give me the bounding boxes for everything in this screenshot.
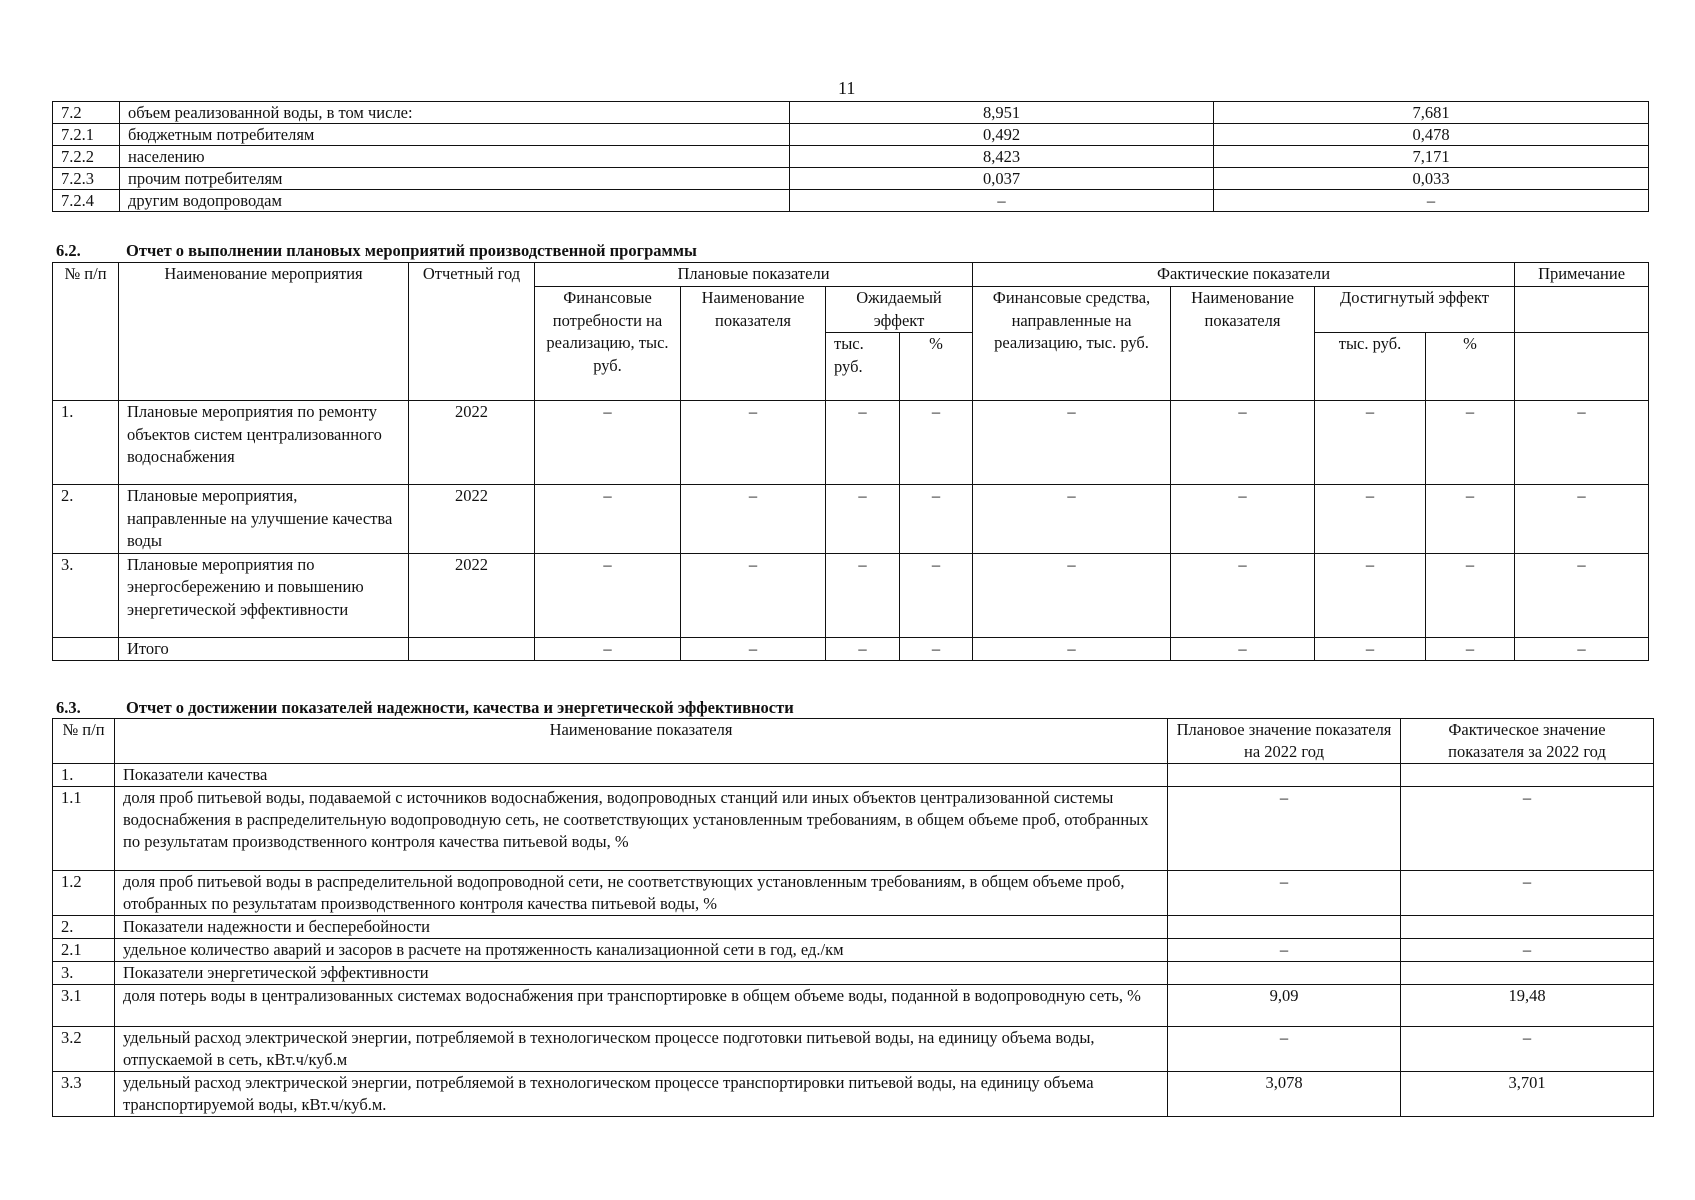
- dash-cell: –: [1426, 401, 1515, 485]
- indicator-plan: 9,09: [1168, 985, 1401, 1027]
- header-report-year: Отчетный год: [409, 263, 535, 401]
- header-num: № п/п: [53, 263, 119, 401]
- table-row: [53, 871, 1654, 916]
- indicator-name: Показатели качества: [115, 764, 1168, 787]
- indicator-number: 1.1: [53, 787, 115, 871]
- indicator-plan: [1168, 916, 1401, 939]
- table-row: [53, 787, 1654, 871]
- activity-number: 1.: [53, 401, 119, 485]
- activity-year: 2022: [409, 401, 535, 485]
- header-activity-name: Наименование мероприятия: [119, 263, 409, 401]
- table-row: [53, 962, 1654, 985]
- dash-cell: –: [1171, 553, 1315, 637]
- water-volume-table: [52, 101, 1649, 212]
- row-number: 7.2: [53, 102, 120, 124]
- dash-cell: –: [1315, 553, 1426, 637]
- total-number-empty: [53, 637, 119, 661]
- header-expected-effect: Ожидаемый эффект: [826, 287, 973, 333]
- header-achieved-pct: %: [1426, 333, 1515, 401]
- indicator-plan: –: [1168, 1027, 1401, 1072]
- row-value-1: 8,951: [790, 102, 1214, 124]
- dash-cell: –: [826, 401, 900, 485]
- dash-cell: –: [973, 553, 1171, 637]
- table-row: [53, 124, 1649, 146]
- header-note-empty-2: [1515, 333, 1649, 401]
- row-name: объем реализованной воды, в том числе:: [120, 102, 790, 124]
- table-row: [53, 401, 1649, 485]
- dash-cell: –: [1315, 401, 1426, 485]
- total-row: [53, 637, 1649, 661]
- indicator-name: Показатели энергетической эффективности: [115, 962, 1168, 985]
- row-number: 7.2.2: [53, 146, 120, 168]
- table-row: [53, 939, 1654, 962]
- dash-cell: –: [973, 485, 1171, 554]
- indicator-name: Показатели надежности и бесперебойности: [115, 916, 1168, 939]
- dash-cell: –: [1515, 485, 1649, 554]
- total-year-empty: [409, 637, 535, 661]
- section-62-number: 6.2.: [56, 241, 81, 260]
- total-label: Итого: [119, 637, 409, 661]
- dash-cell: –: [681, 401, 826, 485]
- row-number: 7.2.1: [53, 124, 120, 146]
- row-value-2: 7,681: [1214, 102, 1649, 124]
- dash-cell: –: [826, 553, 900, 637]
- table-row: [53, 764, 1654, 787]
- dash-cell: –: [900, 637, 973, 661]
- dash-cell: –: [826, 485, 900, 554]
- section-62-title: [56, 241, 697, 261]
- dash-cell: –: [681, 637, 826, 661]
- table-row: [53, 985, 1654, 1027]
- reliability-indicators-table: [52, 718, 1654, 1117]
- header-plan-finance: Финансовые потребности на реализацию, тыс. руб.: [535, 287, 681, 401]
- header-note-empty: [1515, 287, 1649, 333]
- indicator-number: 1.2: [53, 871, 115, 916]
- section-63-number: 6.3.: [56, 698, 81, 717]
- indicator-number: 2.: [53, 916, 115, 939]
- dash-cell: –: [535, 553, 681, 637]
- indicator-name: удельный расход электрической энергии, потребляемой в технологическом процессе подготовки питьевой воды, на единицу объема воды, отпускаемой в сеть, кВт.ч/куб.м: [115, 1027, 1168, 1072]
- table-row: [53, 1072, 1654, 1117]
- indicator-fact: –: [1401, 1027, 1654, 1072]
- dash-cell: –: [535, 637, 681, 661]
- row-name: бюджетным потребителям: [120, 124, 790, 146]
- section-63-title: [56, 698, 794, 718]
- dash-cell: –: [1171, 637, 1315, 661]
- indicator-fact: [1401, 962, 1654, 985]
- header-indicator-name: Наименование показателя: [115, 719, 1168, 764]
- planned-activities-table: [52, 262, 1649, 661]
- dash-cell: –: [535, 485, 681, 554]
- table-row: [53, 146, 1649, 168]
- header-fact-finance: Финансовые средства, направленные на реализацию, тыс. руб.: [973, 287, 1171, 401]
- dash-cell: –: [900, 485, 973, 554]
- indicator-plan: –: [1168, 871, 1401, 916]
- dash-cell: –: [1426, 553, 1515, 637]
- indicator-fact: 19,48: [1401, 985, 1654, 1027]
- table-row: [53, 190, 1649, 212]
- indicator-number: 3.2: [53, 1027, 115, 1072]
- indicator-number: 3.1: [53, 985, 115, 1027]
- indicator-plan: –: [1168, 787, 1401, 871]
- indicator-fact: [1401, 764, 1654, 787]
- dash-cell: –: [1515, 401, 1649, 485]
- section-62-heading: Отчет о выполнении плановых мероприятий производственной программы: [126, 241, 697, 260]
- indicator-number: 3.3: [53, 1072, 115, 1117]
- header-plan-indicators: Плановые показатели: [535, 263, 973, 287]
- activity-number: 2.: [53, 485, 119, 554]
- dash-cell: –: [826, 637, 900, 661]
- header-fact-indicator-name: Наименование показателя: [1171, 287, 1315, 401]
- indicator-fact: –: [1401, 939, 1654, 962]
- row-value-1: 0,492: [790, 124, 1214, 146]
- table-row: [53, 485, 1649, 554]
- dash-cell: –: [1315, 485, 1426, 554]
- row-value-2: 0,033: [1214, 168, 1649, 190]
- row-number: 7.2.3: [53, 168, 120, 190]
- indicator-fact: –: [1401, 787, 1654, 871]
- header-fact-value: Фактическое значение показателя за 2022 год: [1401, 719, 1654, 764]
- row-value-1: 8,423: [790, 146, 1214, 168]
- page-number: 11: [838, 78, 856, 98]
- header-expected-pct: %: [900, 333, 973, 401]
- row-value-2: –: [1214, 190, 1649, 212]
- activity-number: 3.: [53, 553, 119, 637]
- activity-year: 2022: [409, 553, 535, 637]
- activity-year: 2022: [409, 485, 535, 554]
- dash-cell: –: [1171, 485, 1315, 554]
- dash-cell: –: [535, 401, 681, 485]
- dash-cell: –: [973, 401, 1171, 485]
- dash-cell: –: [1515, 637, 1649, 661]
- indicator-plan: –: [1168, 939, 1401, 962]
- indicator-number: 2.1: [53, 939, 115, 962]
- header-note: Примечание: [1515, 263, 1649, 287]
- row-value-1: –: [790, 190, 1214, 212]
- header-plan-value: Плановое значение показателя на 2022 год: [1168, 719, 1401, 764]
- indicator-fact: [1401, 916, 1654, 939]
- indicator-fact: –: [1401, 871, 1654, 916]
- dash-cell: –: [973, 637, 1171, 661]
- row-value-2: 7,171: [1214, 146, 1649, 168]
- row-number: 7.2.4: [53, 190, 120, 212]
- dash-cell: –: [1426, 637, 1515, 661]
- indicator-fact: 3,701: [1401, 1072, 1654, 1117]
- header-fact-indicators: Фактические показатели: [973, 263, 1515, 287]
- dash-cell: –: [681, 553, 826, 637]
- table-row: [53, 916, 1654, 939]
- table-row: [53, 168, 1649, 190]
- row-name: прочим потребителям: [120, 168, 790, 190]
- table-row: [53, 553, 1649, 637]
- table-row: [53, 1027, 1654, 1072]
- row-value-1: 0,037: [790, 168, 1214, 190]
- indicator-plan: [1168, 962, 1401, 985]
- header-achieved-effect: Достигнутый эффект: [1315, 287, 1515, 333]
- dash-cell: –: [1171, 401, 1315, 485]
- activity-name: Плановые мероприятия, направленные на улучшение качества воды: [119, 485, 409, 554]
- section-63-heading: Отчет о достижении показателей надежности, качества и энергетической эффективности: [126, 698, 794, 717]
- header-plan-indicator-name: Наименование показателя: [681, 287, 826, 401]
- dash-cell: –: [900, 401, 973, 485]
- dash-cell: –: [681, 485, 826, 554]
- indicator-plan: 3,078: [1168, 1072, 1401, 1117]
- indicator-name: доля проб питьевой воды, подаваемой с источников водоснабжения, водопроводных станций или иных объектов централизованной системы водоснабжения в распределительную водопроводную сеть, не соответствующих установленным требованиям, в общем объеме проб, отобранных по результатам производственного контроля качества питьевой воды, %: [115, 787, 1168, 871]
- dash-cell: –: [1515, 553, 1649, 637]
- header-num: № п/п: [53, 719, 115, 764]
- indicator-number: 3.: [53, 962, 115, 985]
- indicator-name: удельный расход электрической энергии, потребляемой в технологическом процессе транспортировки питьевой воды, на единицу объема транспортируемой воды, кВт.ч/куб.м.: [115, 1072, 1168, 1117]
- indicator-name: удельное количество аварий и засоров в расчете на протяженность канализационной сети в год, ед./км: [115, 939, 1168, 962]
- dash-cell: –: [1315, 637, 1426, 661]
- activity-name: Плановые мероприятия по ремонту объектов систем централизованного водоснабжения: [119, 401, 409, 485]
- indicator-number: 1.: [53, 764, 115, 787]
- row-value-2: 0,478: [1214, 124, 1649, 146]
- header-achieved-rub: тыс. руб.: [1315, 333, 1426, 401]
- indicator-name: доля проб питьевой воды в распределительной водопроводной сети, не соответствующих установленным требованиям, в общем объеме проб, отобранных по результатам производственного контроля качества питьевой воды, %: [115, 871, 1168, 916]
- dash-cell: –: [1426, 485, 1515, 554]
- row-name: населению: [120, 146, 790, 168]
- indicator-plan: [1168, 764, 1401, 787]
- row-name: другим водопроводам: [120, 190, 790, 212]
- table-row: [53, 102, 1649, 124]
- activity-name: Плановые мероприятия по энергосбережению и повышению энергетической эффективности: [119, 553, 409, 637]
- indicator-name: доля потерь воды в централизованных системах водоснабжения при транспортировке в общем объеме воды, поданной в водопроводную сеть, %: [115, 985, 1168, 1027]
- header-expected-rub: тыс. руб.: [826, 333, 900, 401]
- dash-cell: –: [900, 553, 973, 637]
